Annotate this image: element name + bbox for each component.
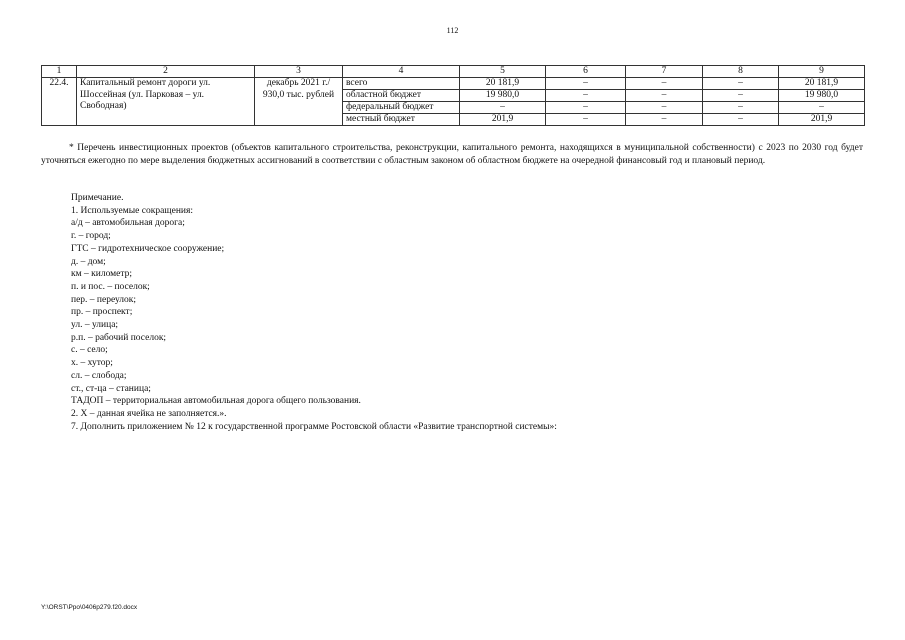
value-cell: –: [703, 102, 779, 114]
note-item-2: 2. Х – данная ячейка не заполняется.».: [71, 408, 227, 419]
abbreviation-item: км – километр;: [71, 269, 133, 280]
column-header: 8: [703, 66, 779, 78]
footnote-text: * Перечень инвестиционных проектов (объектов капитального строительства, реконструкции, капитального ремонта, находящихся в муниципальной собственности) с 2023 по 2030 год будет уточняться ежегодно по мере выделения бюджетных ассигнований в соответствии с областным законом об областном бюджете на очередной финансовый год и плановый период.: [41, 143, 863, 166]
value-cell: 20 181,9: [779, 78, 865, 90]
funding-source-cell: федеральный бюджет: [343, 102, 460, 114]
column-header: 4: [343, 66, 460, 78]
value-cell: –: [546, 90, 626, 102]
abbreviation-item: п. и пос. – поселок;: [71, 281, 150, 292]
value-cell: –: [546, 102, 626, 114]
notes-section: [71, 192, 851, 433]
value-cell: –: [703, 90, 779, 102]
notes-subtitle: 1. Используемые сокращения:: [71, 205, 193, 216]
column-header: 3: [255, 66, 343, 78]
value-cell: 201,9: [460, 114, 546, 126]
value-cell: –: [703, 114, 779, 126]
value-cell: 201,9: [779, 114, 865, 126]
object-name-cell: Капитальный ремонт дороги ул. Шоссейная (ул. Парковая – ул. Свободная): [77, 78, 255, 126]
page-number: 112: [446, 26, 459, 35]
value-cell: 19 980,0: [460, 90, 546, 102]
date-cost-cell: декабрь 2021 г./ 930,0 тыс. рублей: [255, 78, 343, 126]
column-header: 9: [779, 66, 865, 78]
column-header: 7: [626, 66, 703, 78]
column-header: 5: [460, 66, 546, 78]
value-cell: 20 181,9: [460, 78, 546, 90]
funding-source-cell: всего: [343, 78, 460, 90]
value-cell: –: [703, 78, 779, 90]
abbreviation-item: пер. – переулок;: [71, 294, 137, 305]
abbreviation-item: д. – дом;: [71, 256, 106, 267]
row-number-cell: 22.4.: [42, 78, 77, 126]
value-cell: –: [626, 90, 703, 102]
value-cell: –: [626, 78, 703, 90]
value-cell: –: [546, 78, 626, 90]
funding-source-cell: местный бюджет: [343, 114, 460, 126]
abbreviation-item: г. – город;: [71, 231, 111, 242]
column-header: 1: [42, 66, 77, 78]
column-header: 2: [77, 66, 255, 78]
value-cell: –: [626, 102, 703, 114]
abbreviation-item: с. – село;: [71, 345, 108, 356]
abbreviation-item: пр. – проспект;: [71, 307, 133, 318]
abbreviation-item: сл. – слобода;: [71, 370, 127, 381]
abbreviation-item: ул. – улица;: [71, 320, 119, 331]
note-item-7: 7. Дополнить приложением № 12 к государственной программе Ростовской области «Развитие транспортной системы»:: [71, 421, 557, 432]
value-cell: –: [546, 114, 626, 126]
abbreviation-item: ст., ст-ца – станица;: [71, 383, 151, 394]
abbreviation-item: а/д – автомобильная дорога;: [71, 218, 185, 229]
column-header: 6: [546, 66, 626, 78]
funding-source-cell: областной бюджет: [343, 90, 460, 102]
abbreviation-item: х. – хутор;: [71, 358, 113, 369]
value-cell: –: [779, 102, 865, 114]
file-path: Y:\ORST\Ppo\0406p279.f20.docx: [41, 604, 138, 611]
abbreviation-item: р.п. – рабочий поселок;: [71, 332, 167, 343]
value-cell: 19 980,0: [779, 90, 865, 102]
value-cell: –: [460, 102, 546, 114]
notes-title: Примечание.: [71, 193, 124, 203]
value-cell: –: [626, 114, 703, 126]
investment-table: [41, 65, 865, 126]
table-header-row: [42, 66, 865, 78]
abbreviation-item: ГТС – гидротехническое сооружение;: [71, 243, 225, 254]
table-row: [42, 78, 865, 90]
abbreviation-item: ТАДОП – территориальная автомобильная дорога общего пользования.: [71, 396, 361, 407]
